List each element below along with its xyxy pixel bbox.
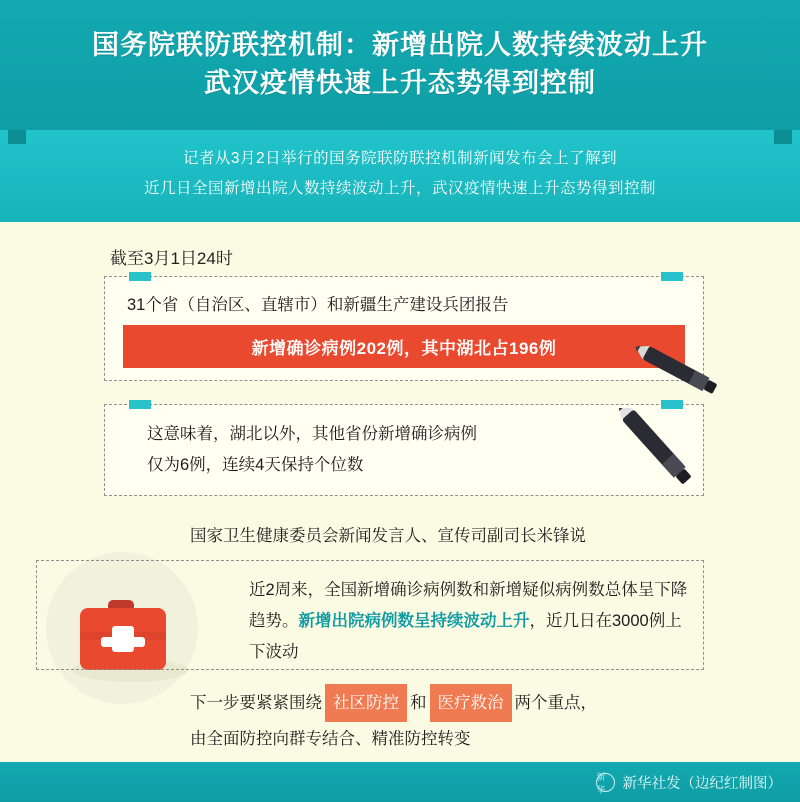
subtitle-line-2: 近几日全国新增出院人数持续波动上升，武汉疫情快速上升态势得到控制 (143, 180, 656, 197)
box2-line-2: 仅为6例，连续4天保持个位数 (147, 456, 364, 474)
title-line-2: 武汉疫情快速上升态势得到控制 (204, 68, 596, 98)
ribbon-left-decoration (8, 130, 26, 144)
header-banner (0, 0, 800, 130)
subtitle-band (0, 130, 800, 222)
closing-mid: 和 (410, 694, 427, 712)
box-tab-right-icon (661, 272, 683, 281)
closing-post: 两个重点， (514, 694, 597, 712)
footer-credit: 新华社发（边纪红制图） (622, 776, 782, 792)
pen-icon (630, 340, 740, 410)
box3-highlight-2: 动上升 (480, 612, 530, 630)
box1-text: 31个省（自治区、直辖市）和新疆生产建设兵团报告 (127, 296, 509, 314)
box3-part-3: ，近几日在3000例上下波动 (249, 612, 682, 661)
speaker-label: 国家卫生健康委员会新闻发言人、宣传司副司长米锋说 (190, 527, 586, 545)
box3-text (249, 575, 689, 668)
box2-tab-left-icon (129, 400, 151, 409)
box2-line-1: 这意味着，湖北以外，其他省份新增确诊病例 (147, 425, 477, 443)
box3-highlight-1: 新增出院病例数呈持续波 (298, 612, 480, 630)
closing-line-2: 由全面防控向群专结合、精准防控转变 (190, 730, 471, 748)
box3-part-1: 近2周来，全国新增确诊病例数和新增疑似病例 (249, 581, 589, 599)
xinhua-seal-icon: 新华 (596, 773, 615, 792)
closing-chip-1: 社区防控 (325, 684, 407, 722)
closing-chip-2: 医疗救治 (430, 684, 512, 722)
title-line-1: 国务院联防联控机制：新增出院人数持续波动上升 (92, 30, 708, 60)
subtitle-text (0, 130, 800, 204)
box1-highlight-bar: 新增确诊病例202例，其中湖北占196例 (123, 325, 685, 368)
as-of-label: 截至3月1日24时 (110, 249, 233, 268)
footer-bar (0, 762, 800, 802)
box3-part-2: 数总体呈下降趋势。 (249, 581, 688, 630)
ribbon-right-decoration (774, 130, 792, 144)
body-content (0, 222, 800, 762)
pen-icon (596, 408, 726, 498)
subtitle-line-1: 记者从3月2日举行的国务院联防联控机制新闻发布会上了解到 (182, 150, 618, 167)
stat-box-national-report (104, 276, 704, 381)
page-title (0, 0, 800, 102)
closing-pre: 下一步要紧紧围绕 (190, 694, 322, 712)
closing-text (190, 684, 710, 756)
stat-box-trend (36, 560, 704, 670)
box-tab-left-icon (129, 272, 151, 281)
footer-credit-group (596, 772, 783, 793)
